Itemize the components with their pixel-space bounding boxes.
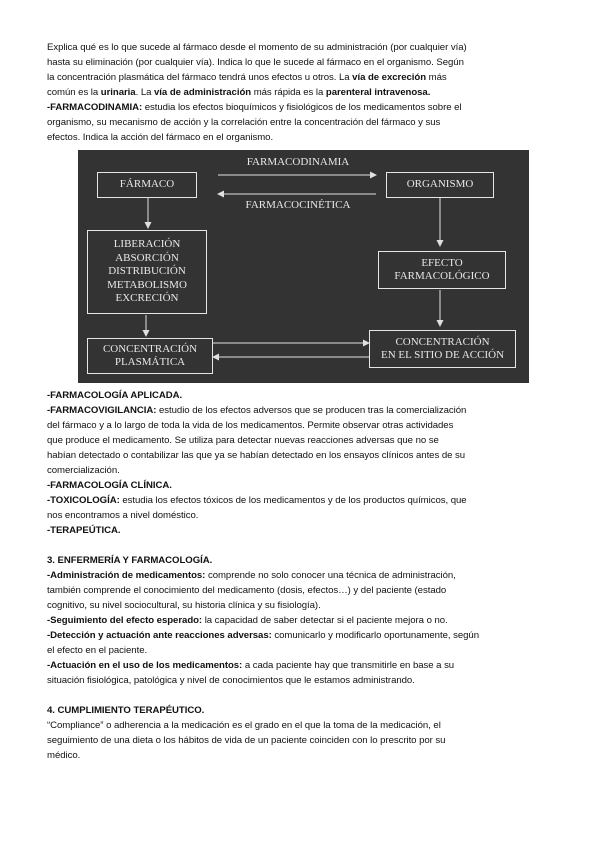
text-line: . La xyxy=(135,87,155,98)
text-line: común es la xyxy=(47,87,101,98)
compliance-paragraph xyxy=(47,718,553,763)
box-label: PLASMÁTICA xyxy=(114,356,186,368)
text-line: del fármaco y a lo largo de toda la vida de los medicamentos. Permite observar otras actividades xyxy=(47,420,454,431)
bold-term: parenteral intravenosa. xyxy=(325,87,431,98)
text-line: estudia los efectos bioquímicos y fisiológicos de los medicamentos sobre el xyxy=(142,102,462,113)
text-line: estudia los efectos tóxicos de los medicamentos y de los productos químicos, que xyxy=(119,495,467,506)
text-line: que produce el medicamento. Se utiliza para detectar nuevas reacciones adversas que no se xyxy=(47,435,439,446)
text-line: médico. xyxy=(47,750,81,761)
text-line: también comprende el conocimiento del medicamento (dosis, efectos…) y del paciente (estado xyxy=(47,585,447,596)
text-line: Explica qué es lo que sucede al fármaco desde el momento de su administración (por cualquier vía) xyxy=(47,42,467,53)
intro-paragraph xyxy=(47,40,553,100)
process-step: DISTRIBUCIÓN xyxy=(108,265,186,278)
box-label: EN EL SITIO DE ACCIÓN xyxy=(380,349,505,361)
box-label: EFECTO xyxy=(421,256,463,269)
text-line: el efecto en el paciente. xyxy=(47,645,148,656)
section-heading: 4. CUMPLIMIENTO TERAPÉUTICO. xyxy=(47,705,205,716)
seguimiento-paragraph xyxy=(47,613,553,628)
process-step: LIBERACIÓN xyxy=(113,238,181,251)
process-step: ABSORCIÓN xyxy=(115,251,179,264)
aplicada-heading xyxy=(47,388,553,403)
section-4-heading xyxy=(47,703,553,718)
box-lade-process xyxy=(87,230,207,314)
text-line: seguimiento de una dieta o los hábitos de vida de un paciente coinciden con lo prescrito por su xyxy=(47,735,446,746)
term-heading: -TOXICOLOGÍA: xyxy=(47,495,120,506)
text-line: cognitivo, su nivel sociocultural, su historia clínica y su fisiología). xyxy=(47,600,321,611)
box-label: CONCENTRACIÓN xyxy=(102,342,198,355)
process-step: METABOLISMO xyxy=(107,278,187,291)
box-farmaco xyxy=(97,172,197,198)
bold-term: vía de administración xyxy=(154,87,252,98)
pharmacology-diagram xyxy=(78,150,529,383)
term-heading: -Detección y actuación ante reacciones adversas: xyxy=(47,630,272,641)
term-heading: -FARMACOVIGILANCIA: xyxy=(47,405,157,416)
term-heading: -FARMACOLOGÍA CLÍNICA. xyxy=(47,480,172,491)
deteccion-paragraph xyxy=(47,628,553,658)
clinica-heading xyxy=(47,478,553,493)
box-organismo xyxy=(386,172,494,198)
spacer xyxy=(47,538,553,553)
text-line: nos encontramos a nivel doméstico. xyxy=(47,510,199,521)
text-line: más rápida es la xyxy=(251,87,326,98)
process-step: EXCRECIÓN xyxy=(115,292,179,305)
text-line: comunicarlo y modificarlo oportunamente, según xyxy=(271,630,479,641)
box-concentracion-sitio-accion xyxy=(369,330,516,368)
box-label: FÁRMACO xyxy=(119,178,175,191)
document-page-continued xyxy=(47,388,553,763)
box-label: CONCENTRACIÓN xyxy=(395,335,490,348)
term-heading: -FARMACOLOGÍA APLICADA. xyxy=(47,390,183,401)
text-line: habían detectado o contabilizar las que ya se habían detectado en los ensayos clínicos antes de su xyxy=(47,450,466,461)
term-heading: -Actuación en el uso de los medicamentos: xyxy=(47,660,243,671)
text-line: organismo, su mecanismo de acción y la correlación entre la concentración del fármaco y sus xyxy=(47,117,441,128)
text-line: situación fisiológica, patológica y nivel de conocimientos que le estamos administrando. xyxy=(47,675,415,686)
term-heading: -TERAPEÚTICA. xyxy=(47,525,121,536)
label-farmacocinetica: FARMACOCINÉTICA xyxy=(245,199,351,211)
farmacovigilancia-paragraph xyxy=(47,403,553,478)
text-line: la capacidad de saber detectar si el paciente mejora o no. xyxy=(202,615,448,626)
text-line: estudio de los efectos adversos que se producen tras la comercialización xyxy=(156,405,467,416)
term-heading: -FARMACODINAMIA: xyxy=(47,102,143,113)
text-line: efectos. Indica la acción del fármaco en el organismo. xyxy=(47,132,274,143)
box-label: FARMACOLÓGICO xyxy=(394,270,490,282)
box-concentracion-plasmatica xyxy=(87,338,213,374)
label-farmacodinamia: FARMACODINAMIA xyxy=(246,156,350,168)
term-heading: -Seguimiento del efecto esperado: xyxy=(47,615,203,626)
text-line: más xyxy=(426,72,447,83)
administracion-paragraph xyxy=(47,568,553,613)
bold-term: urinaria xyxy=(100,87,136,98)
text-line: la concentración plasmática del fármaco tendrá unos efectos u otros. La xyxy=(47,72,353,83)
bold-term: vía de excreción xyxy=(352,72,427,83)
box-efecto-farmacologico xyxy=(378,251,506,289)
text-line: comercialización. xyxy=(47,465,120,476)
text-line: a cada paciente hay que transmitirle en base a su xyxy=(242,660,455,671)
farmacodinamia-paragraph xyxy=(47,100,553,145)
actuacion-paragraph xyxy=(47,658,553,688)
text-line: hasta su eliminación (por cualquier vía). Indica lo que le sucede al fármaco en el organismo. Según xyxy=(47,57,464,68)
term-heading: -Administración de medicamentos: xyxy=(47,570,206,581)
text-line: “Compliance” o adherencia a la medicación es el grado en el que la toma de la medicación, el xyxy=(47,720,441,731)
terapeutica-heading xyxy=(47,523,553,538)
spacer xyxy=(47,688,553,703)
text-line: comprende no solo conocer una técnica de administración, xyxy=(205,570,456,581)
section-heading: 3. ENFERMERÍA Y FARMACOLOGÍA. xyxy=(47,555,213,566)
section-3-heading xyxy=(47,553,553,568)
toxicologia-paragraph xyxy=(47,493,553,523)
box-label: ORGANISMO xyxy=(406,178,474,191)
document-page xyxy=(47,40,553,145)
